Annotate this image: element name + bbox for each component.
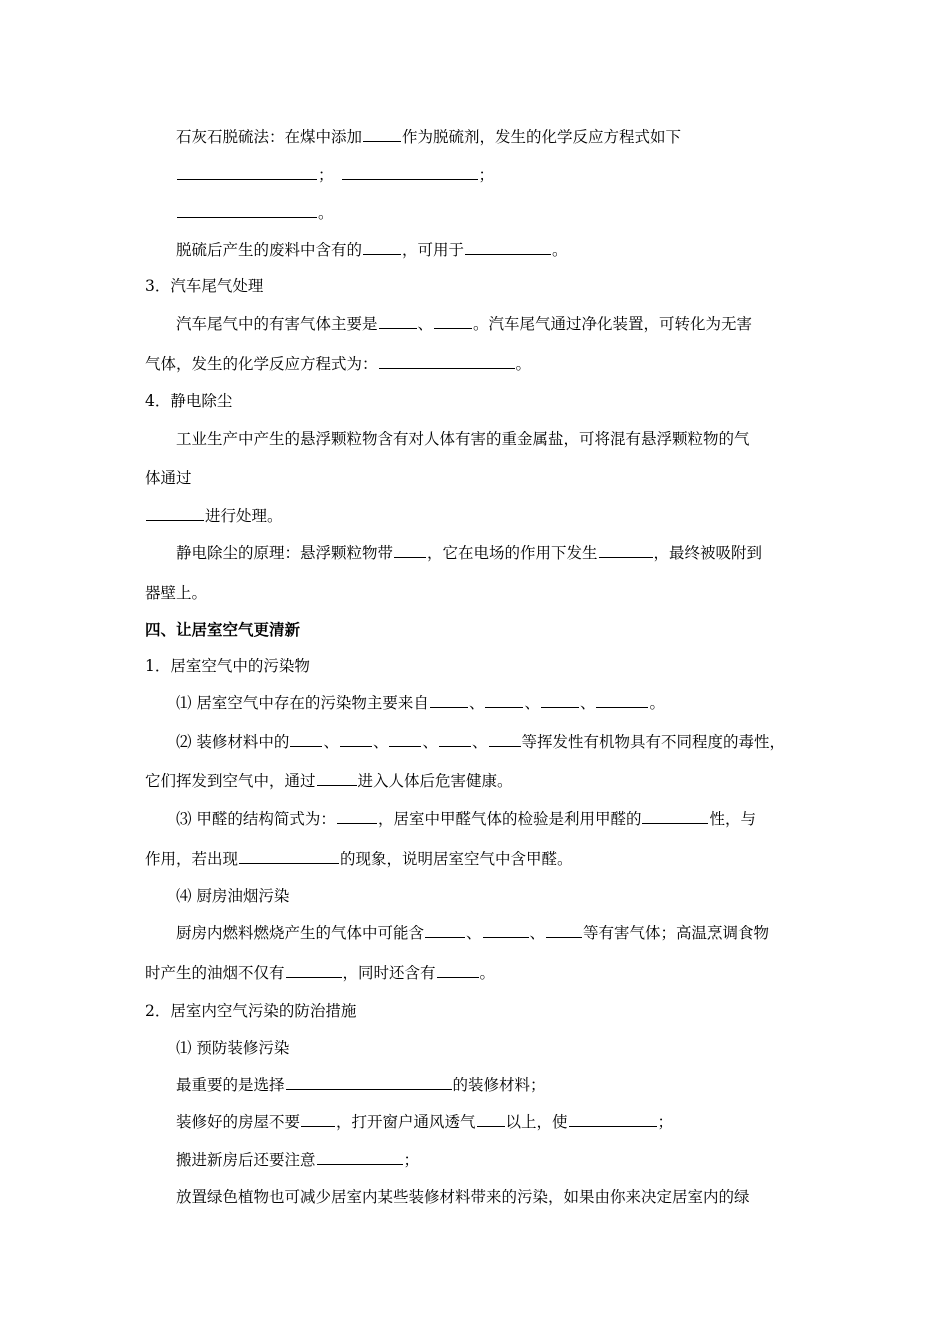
answer-blank[interactable] [483, 922, 529, 938]
answer-blank[interactable] [394, 542, 426, 558]
answer-blank[interactable] [177, 202, 317, 218]
section-heading: 4．静电除尘 [145, 392, 233, 410]
answer-blank[interactable] [239, 848, 339, 864]
text-line: 它们挥发到空气中，通过 进入人体后危害健康。 [145, 772, 513, 790]
answer-blank[interactable] [379, 313, 417, 329]
answer-blank[interactable] [177, 164, 317, 180]
text-line: 作用，若出现 的现象，说明居室空气中含甲醛。 [145, 850, 573, 868]
answer-blank[interactable] [337, 808, 377, 824]
text-line: 脱硫后产生的废料中含有的 ，可用于 。 [176, 241, 568, 259]
text-line: 时产生的油烟不仅有 ，同时还含有 。 [145, 964, 496, 982]
text-line: 。 [176, 202, 334, 224]
answer-blank[interactable] [379, 353, 515, 369]
answer-blank[interactable] [642, 808, 708, 824]
answer-blank[interactable] [546, 922, 582, 938]
answer-blank[interactable] [389, 731, 421, 747]
answer-blank[interactable] [439, 731, 471, 747]
text-line: 工业生产中产生的悬浮颗粒物含有对人体有害的重金属盐，可将混有悬浮颗粒物的气 [176, 430, 750, 448]
answer-blank[interactable] [290, 731, 322, 747]
text-line: 器壁上。 [145, 584, 208, 602]
answer-blank[interactable] [541, 692, 579, 708]
section-heading: 四、让居室空气更清新 [145, 620, 301, 639]
text-line: 最重要的是选择 的装修材料； [176, 1076, 546, 1094]
text-line: 石灰石脱硫法：在煤中添加 作为脱硫剂，发生的化学反应方程式如下 [176, 128, 682, 146]
answer-blank[interactable] [286, 1074, 452, 1090]
answer-blank[interactable] [477, 1111, 505, 1127]
answer-blank[interactable] [146, 505, 204, 521]
answer-blank[interactable] [485, 692, 523, 708]
text-line: 进行处理。 [145, 505, 283, 527]
text-line: 汽车尾气中的有害气体主要是 、 。汽车尾气通过净化装置，可转化为无害 [176, 315, 753, 333]
text-line: ⑶ 甲醛的结构简式为： ，居室中甲醛气体的检验是利用甲醛的 性，与 [176, 810, 756, 828]
text-line: 搬进新房后还要注意 ； [176, 1151, 420, 1169]
answer-blank[interactable] [425, 922, 465, 938]
answer-blank[interactable] [569, 1111, 657, 1127]
answer-blank[interactable] [465, 239, 551, 255]
answer-blank[interactable] [286, 962, 342, 978]
answer-blank[interactable] [596, 692, 648, 708]
text-line: 放置绿色植物也可减少居室内某些装修材料带来的污染，如果由你来决定居室内的绿 [176, 1188, 750, 1206]
answer-blank[interactable] [489, 731, 521, 747]
text-line: 体通过 [145, 469, 192, 487]
text-line: 厨房内燃料燃烧产生的气体中可能含 、 、 等有害气体；高温烹调食物 [176, 924, 770, 942]
text-line: 装修好的房屋不要 ，打开窗户通风透气 以上，使 ； [176, 1113, 674, 1131]
answer-blank[interactable] [430, 692, 468, 708]
answer-blank[interactable] [317, 770, 357, 786]
subsection-heading: 2．居室内空气污染的防治措施 [145, 1002, 357, 1020]
text-line: 静电除尘的原理：悬浮颗粒物带 ，它在电场的作用下发生 ，最终被吸附到 [176, 544, 763, 562]
subsection-heading: ⑷ 厨房油烟污染 [176, 887, 290, 905]
answer-blank[interactable] [437, 962, 479, 978]
answer-blank[interactable] [340, 731, 372, 747]
answer-blank[interactable] [434, 313, 472, 329]
subsection-heading: 1．居室空气中的污染物 [145, 657, 310, 675]
subsection-heading: ⑴ 预防装修污染 [176, 1039, 290, 1057]
answer-blank[interactable] [599, 542, 653, 558]
answer-blank[interactable] [317, 1149, 403, 1165]
answer-blank[interactable] [342, 164, 478, 180]
answer-blank[interactable] [301, 1111, 335, 1127]
text-line: 气体，发生的化学反应方程式为： 。 [145, 355, 532, 373]
text-line: ⑴ 居室空气中存在的污染物主要来自 、 、 、 。 [176, 694, 665, 712]
text-line: ； ； [176, 164, 494, 186]
section-heading: 3．汽车尾气处理 [145, 277, 264, 295]
answer-blank[interactable] [363, 239, 401, 255]
answer-blank[interactable] [363, 126, 401, 142]
text-line: ⑵ 装修材料中的 、 、 、 、 等挥发性有机物具有不同程度的毒性， [176, 733, 786, 751]
